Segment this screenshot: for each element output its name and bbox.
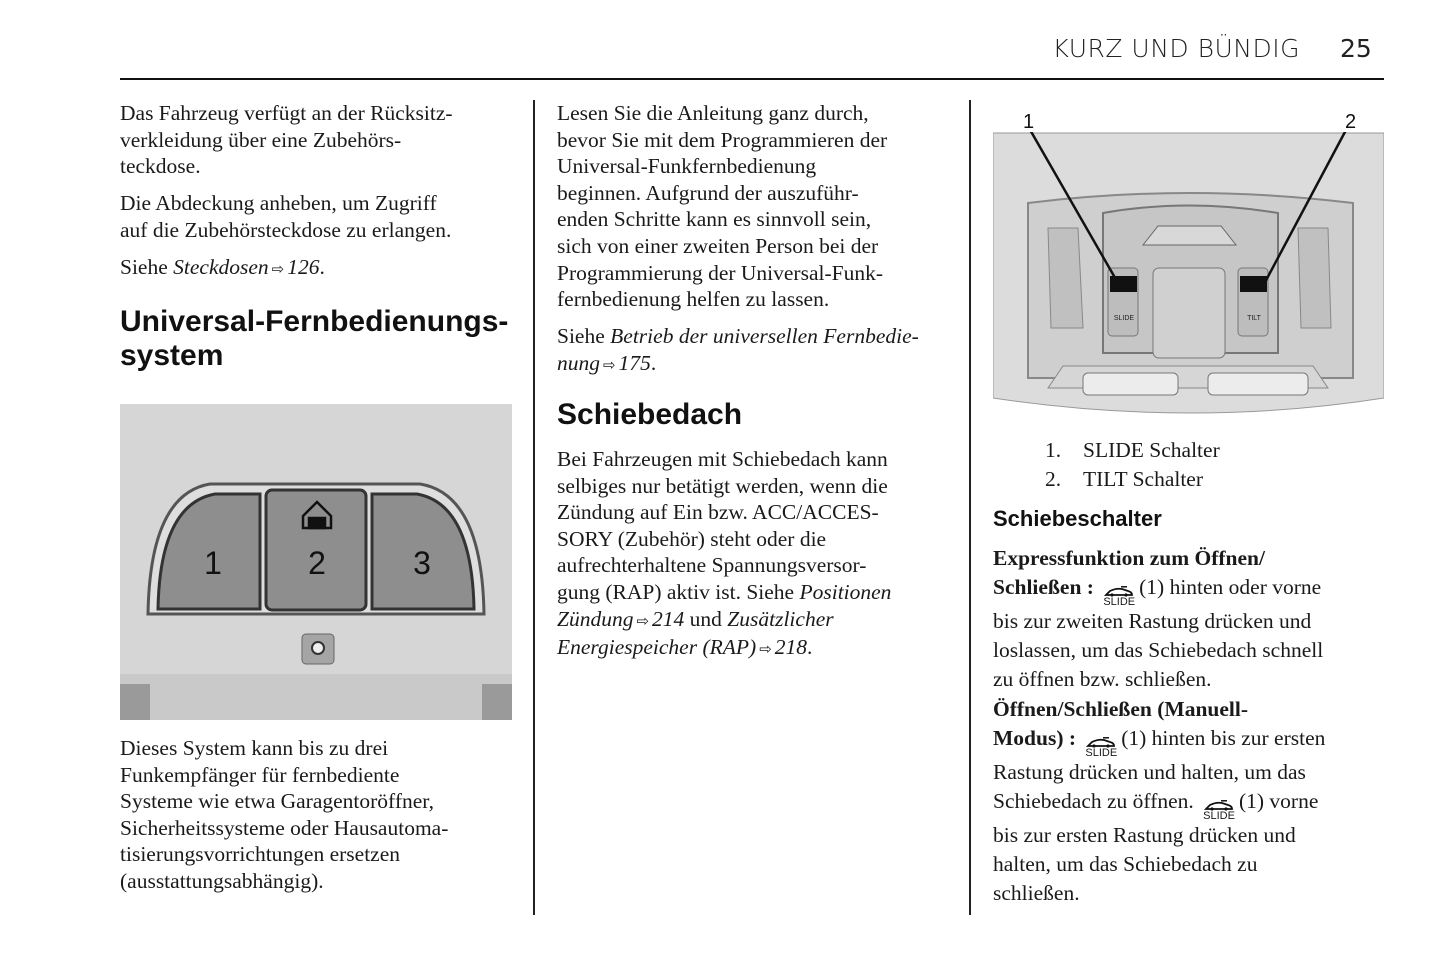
- text-line: [120, 217, 451, 244]
- slide-icon-label: SLIDE: [1103, 596, 1136, 608]
- text-segment: und: [684, 606, 728, 631]
- paragraph-express-function: [993, 544, 1323, 694]
- text-line: [120, 735, 448, 762]
- button-1-label: 1: [204, 545, 222, 581]
- text-segment[interactable]: nung: [557, 350, 600, 375]
- text-line: [557, 323, 919, 350]
- list-number: 2.: [1045, 467, 1062, 491]
- text-segment: SORY (Zubehör) steht oder die: [557, 526, 827, 551]
- text-line: [993, 665, 1323, 694]
- text-segment: .: [650, 350, 657, 375]
- paragraph-system-description: [120, 735, 448, 895]
- text-line: [557, 100, 887, 127]
- text-segment: Öffnen/Schließen (Manuell-: [993, 697, 1249, 721]
- list-item: [1045, 436, 1220, 465]
- text-line: [120, 100, 453, 127]
- text-line: [993, 607, 1323, 636]
- slide-icon-label: SLIDE: [1085, 747, 1118, 759]
- slide-switch-label: SLIDE: [1113, 315, 1135, 322]
- text-segment: zu öffnen bzw. schließen.: [993, 667, 1212, 691]
- text-segment: .: [319, 255, 325, 279]
- text-segment: sich von einer zweiten Person bei der: [557, 233, 879, 258]
- text-segment[interactable]: 214: [652, 606, 685, 631]
- text-line: [557, 473, 891, 500]
- page-number: 25: [1340, 34, 1372, 63]
- paragraph-cover: [120, 190, 451, 243]
- text-segment: Funkempfänger für fernbediente: [120, 762, 400, 787]
- tilt-switch-label: TILT: [1247, 315, 1261, 322]
- text-line: [557, 526, 891, 553]
- text-line: [993, 636, 1323, 665]
- text-segment: Schiebedach zu öffnen.: [993, 789, 1200, 813]
- text-segment: Zündung auf Ein bzw. ACC/ACCES-: [557, 500, 879, 525]
- text-line: [557, 446, 891, 473]
- text-line: [557, 233, 887, 260]
- text-line: [993, 821, 1325, 850]
- text-segment: schließen.: [993, 881, 1080, 905]
- list-item: [1045, 465, 1220, 494]
- text-line: [557, 499, 891, 526]
- text-segment: halten, um das Schiebedach zu: [993, 852, 1258, 876]
- text-line: [993, 573, 1323, 607]
- text-segment: tisierungsvorrichtungen ersetzen: [120, 842, 401, 867]
- heading-universal-remote: [120, 305, 508, 373]
- text-segment: Rastung drücken und halten, um das: [993, 760, 1306, 784]
- text-segment: .: [807, 635, 813, 660]
- text-segment: Programmierung der Universal-Funk-: [557, 260, 884, 285]
- text-segment: Universal-Funkfernbedienung: [557, 154, 817, 179]
- text-line: [557, 206, 887, 233]
- text-segment: bis zur ersten Rastung drücken und: [993, 823, 1296, 847]
- text-line: [120, 254, 325, 283]
- list-text: TILT Schalter: [1083, 467, 1204, 491]
- section-title: KURZ UND BÜNDIG: [1052, 34, 1300, 63]
- text-line: [993, 758, 1325, 787]
- text-line: [557, 286, 887, 313]
- text-line: [993, 850, 1325, 879]
- paragraph-manual-mode: [993, 695, 1325, 908]
- cross-reference-steckdosen[interactable]: [120, 254, 325, 283]
- callout-1: 1: [1023, 111, 1035, 133]
- text-line: [993, 695, 1325, 724]
- text-segment: teckdose.: [120, 154, 201, 179]
- heading-line: Universal-Fernbedienungs-: [120, 305, 509, 338]
- text-segment: Siehe: [120, 255, 174, 279]
- text-line: [993, 879, 1325, 908]
- text-segment: Lesen Sie die Anleitung ganz durch,: [557, 101, 869, 125]
- heading-line: system: [120, 339, 224, 372]
- list-number: 1.: [1045, 438, 1062, 462]
- figure-garage-buttons: [120, 404, 512, 720]
- text-segment: enden Schritte kann es sinnvoll sein,: [557, 207, 872, 232]
- text-segment: bevor Sie mit dem Programmieren der: [557, 127, 888, 152]
- text-segment: Bei Fahrzeugen mit Schiebedach kann: [557, 447, 888, 471]
- text-line: [557, 153, 887, 180]
- text-segment[interactable]: Positionen: [799, 579, 892, 604]
- text-segment: verkleidung über eine Zubehörs-: [120, 127, 402, 152]
- text-line: [557, 634, 891, 663]
- text-segment[interactable]: Zündung: [557, 606, 634, 631]
- text-segment: (1) vorne: [1238, 789, 1319, 813]
- text-segment[interactable]: Energiespeicher (RAP): [557, 635, 757, 660]
- text-segment: (ausstattungsabhängig).: [120, 868, 324, 893]
- sunroof-slide-icon: [1203, 800, 1235, 821]
- text-segment: Systeme wie etwa Garagentoröffner,: [120, 789, 434, 814]
- text-segment: (1) hinten bis zur ersten: [1121, 726, 1326, 750]
- text-segment: (1) hinten oder vorne: [1139, 575, 1322, 599]
- text-segment: gung (RAP) aktiv ist. Siehe: [557, 579, 800, 604]
- text-segment[interactable]: 175: [618, 350, 651, 375]
- text-segment: selbiges nur betätigt werden, wenn die: [557, 473, 888, 498]
- sunroof-slide-icon: [1103, 586, 1135, 607]
- text-line: [993, 724, 1325, 758]
- text-line: [557, 180, 887, 207]
- heading-sunroof: Schiebedach: [557, 398, 743, 431]
- page-reference-arrow-icon[interactable]: ⇨: [759, 640, 772, 659]
- sunroof-slide-icon: [1085, 737, 1117, 758]
- text-line: [993, 544, 1323, 573]
- column-divider: [533, 100, 535, 915]
- text-segment: Schließen :: [993, 575, 1100, 599]
- text-line: [120, 841, 448, 868]
- figure-legend-list: [1045, 436, 1220, 494]
- text-line: [120, 868, 448, 895]
- figure-overhead-console: [993, 108, 1384, 416]
- page-reference-arrow-icon[interactable]: ⇨: [603, 355, 616, 374]
- text-segment[interactable]: Zusätzlicher: [727, 606, 834, 631]
- text-line: [557, 579, 891, 606]
- text-segment: Siehe: [557, 324, 611, 348]
- text-segment: auf die Zubehörsteckdose zu erlangen.: [120, 217, 452, 242]
- text-segment[interactable]: Steckdosen: [173, 255, 269, 279]
- text-line: [993, 787, 1325, 821]
- text-segment: loslassen, um das Schiebedach schnell: [993, 638, 1324, 662]
- button-2-label: 2: [308, 545, 326, 581]
- text-segment: Expressfunktion zum Öffnen/: [993, 546, 1265, 570]
- cross-reference-remote-operation[interactable]: [557, 323, 919, 378]
- text-line: [557, 260, 887, 287]
- column-divider: [969, 100, 971, 915]
- text-segment[interactable]: 126: [287, 255, 320, 279]
- text-segment[interactable]: 218: [774, 635, 808, 660]
- text-segment: Modus) :: [993, 726, 1082, 750]
- text-segment: fernbedienung helfen zu lassen.: [557, 287, 830, 312]
- text-line: [557, 606, 891, 635]
- slide-icon-label: SLIDE: [1203, 810, 1235, 822]
- text-segment: Dieses System kann bis zu drei: [120, 736, 389, 760]
- header-rule: [120, 78, 1384, 80]
- text-segment: Das Fahrzeug verfügt an der Rücksitz-: [120, 101, 453, 125]
- text-line: [120, 815, 448, 842]
- page-reference-arrow-icon[interactable]: ⇨: [636, 611, 650, 630]
- text-line: [120, 127, 453, 154]
- heading-sunroof-switch: Schiebeschalter: [993, 506, 1162, 531]
- paragraph-sunroof: [557, 446, 891, 663]
- text-line: [557, 552, 891, 579]
- text-line: [120, 153, 453, 180]
- text-segment: Sicherheitssysteme oder Hausautoma-: [120, 815, 449, 840]
- text-line: [120, 762, 448, 789]
- paragraph-accessory-outlet: [120, 100, 453, 180]
- text-segment: bis zur zweiten Rastung drücken und: [993, 609, 1312, 633]
- button-3-label: 3: [413, 545, 431, 581]
- text-line: [120, 788, 448, 815]
- text-segment: aufrechterhaltene Spannungsversor-: [557, 553, 867, 578]
- callout-2: 2: [1345, 111, 1357, 133]
- page-reference-arrow-icon[interactable]: ⇨: [271, 260, 285, 278]
- text-line: [557, 350, 919, 379]
- list-text: SLIDE Schalter: [1083, 438, 1220, 462]
- text-line: [120, 190, 451, 217]
- text-segment: beginnen. Aufgrund der auszuführ-: [557, 180, 859, 205]
- text-line: [557, 127, 887, 154]
- text-segment: Die Abdeckung anheben, um Zugriff: [120, 191, 437, 215]
- paragraph-programming-note: [557, 100, 887, 313]
- text-segment[interactable]: Betrieb der universellen Fernbedie-: [610, 324, 919, 348]
